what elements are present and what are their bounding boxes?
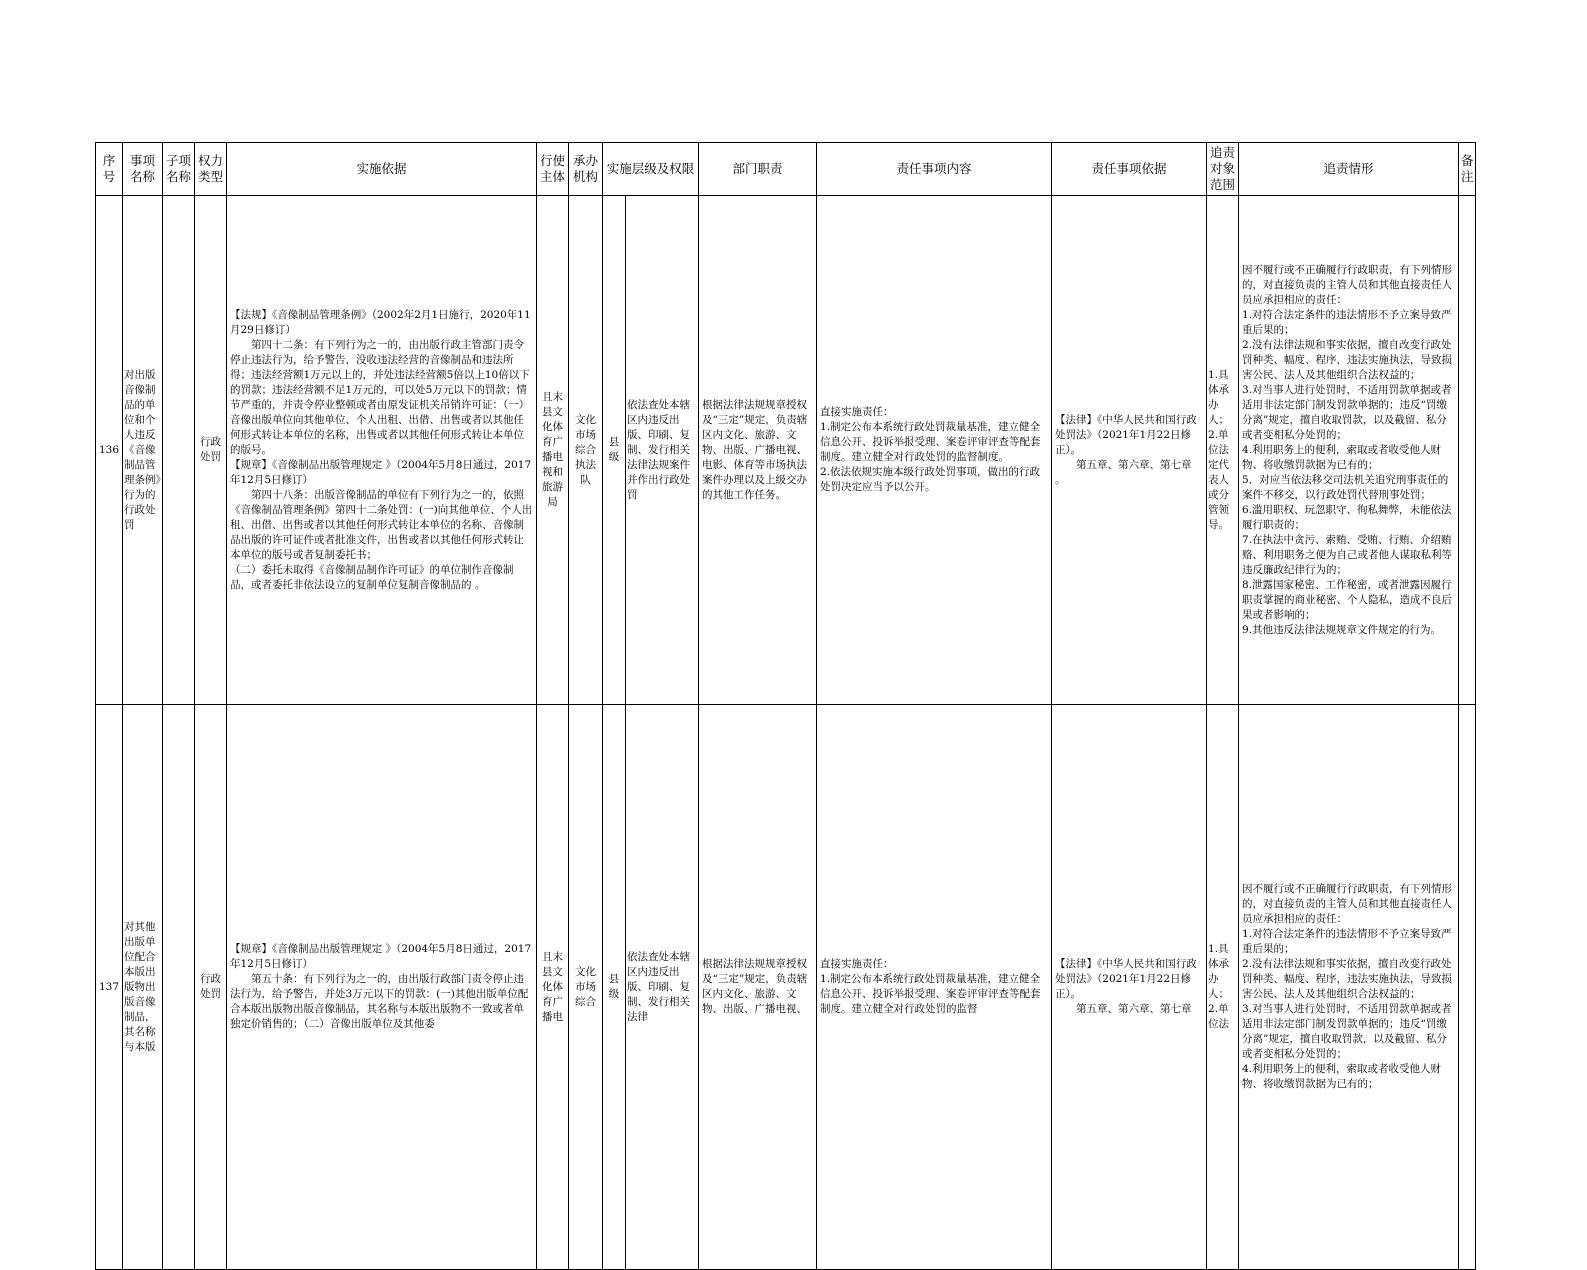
row-power-type: 行政处罚 bbox=[195, 196, 227, 705]
basis-line: 【规章】《音像制品出版管理规定 》（2004年5月8日通过，2017年12月5日修订） bbox=[230, 943, 532, 970]
row-seq: 137 bbox=[96, 705, 123, 1270]
row-circumstances: 因不履行或不正确履行行政职责，有下列情形的，对直接负责的主管人员和其他直接责任人员应承担相应的责任： 1.对符合法定条件的违法情形不予立案导致严重后果的； 2.没有法律法规和事实依据，擅自改变行政处罚种类、幅度、程序，违法实施执法，导致损害公民、法人及其他组织合法权益的； 3.对当事人进行处罚时，不适用罚款单据或者适用非法定部门制发罚款单据的；违反“罚缴分离”规定，擅自收取罚款，以及截留、私分或者变相私分处罚的； 4.利用职务上的便利，索取或者收受他人财物、将收缴罚款据为已有的； 5．对应当依法移交司法机关追究刑事责任的案件不移交，以行政处罚代替刑事处罚； 6.滥用职权、玩忽职守、徇私舞弊，未能依法履行职责的； 7.在执法中贪污、索贿、受贿、行贿、介绍贿赂、利用职务之便为自己或者他人谋取私利等违反廉政纪律行为的； 8.泄露国家秘密、工作秘密，或者泄露因履行职责掌握的商业秘密、个人隐私，造成不良后果或者影响的； 9.其他违反法律法规规章文件规定的行为。 bbox=[1239, 196, 1459, 705]
table-row bbox=[96, 705, 1476, 1270]
row-basis bbox=[227, 705, 537, 1270]
row-organ: 文化市场综合 bbox=[569, 705, 603, 1270]
table-row bbox=[96, 196, 1476, 705]
header-basis: 实施依据 bbox=[227, 143, 537, 196]
header-resp-basis: 责任事项依据 bbox=[1052, 143, 1207, 196]
header-power-type: 权力类型 bbox=[195, 143, 227, 196]
header-item-name: 事项名称 bbox=[123, 143, 163, 196]
row-sub-item bbox=[163, 196, 195, 705]
row-level: 县级 bbox=[603, 196, 626, 705]
row-scope: 1.具体承办人； 2.单位法 bbox=[1207, 705, 1239, 1270]
row-scope: 1.具体承办人； 2.单位法定代表人或分管领导。 bbox=[1207, 196, 1239, 705]
header-resp-content: 责任事项内容 bbox=[817, 143, 1052, 196]
row-resp-content: 直接实施责任： 1.制定公布本系统行政处罚裁量基准，建立健全信息公开、投诉举报受理、案卷评审评查等配套制度。建立健全对行政处罚的监督 bbox=[817, 705, 1052, 1270]
header-subject: 行使主体 bbox=[537, 143, 569, 196]
header-remark: 备注 bbox=[1459, 143, 1476, 196]
header-seq: 序号 bbox=[96, 143, 123, 196]
basis-line: 第四十二条：有下列行为之一的，由出版行政主管部门责令停止违法行为，给予警告，没收违法经营的音像制品和违法所得；违法经营额1万元以上的，并处违法经营额5倍以上10倍以下的罚款；违法经营额不足1万元的，可以处5万元以下的罚款；情节严重的，并责令停业整顿或者由原发证机关吊销许可证：（一）音像出版单位向其他单位、个人出租、出借、出售或者以其他任何形式转让本单位的名称，出售或者以其他任何形式转让本单位的版号。 bbox=[230, 338, 530, 456]
row-resp-basis: 【法律】《中华人民共和国行政处罚法》（2021年1月22日修正）。 第五章、第六章、第七章 。 bbox=[1052, 196, 1207, 705]
row-remark bbox=[1459, 196, 1476, 705]
table-viewport bbox=[95, 142, 1475, 1090]
row-power-type: 行政处罚 bbox=[195, 705, 227, 1270]
basis-line: 第五十条：有下列行为之一的，由出版行政部门责令停止违法行为，给予警告，并处3万元以下的罚款：(一)其他出版单位配合本版出版物出版音像制品，其名称与本版出版物不一致或者单独定价销售的；（二）音像出版单位及其他委 bbox=[230, 973, 529, 1030]
row-resp-content: 直接实施责任： 1.制定公布本系统行政处罚裁量基准，建立健全信息公开、投诉举报受理、案卷评审评查等配套制度。建立健全对行政处罚的监督制度。 2.依法依规实施本级行政处罚事项，做出的行政处罚决定应当予以公开。 bbox=[817, 196, 1052, 705]
header-sub-item: 子项名称 bbox=[163, 143, 195, 196]
row-item-name: 对出版音像制品的单位和个人违反《音像制品管理条例》行为的行政处罚 bbox=[123, 196, 163, 705]
row-resp-basis: 【法律】《中华人民共和国行政处罚法》（2021年1月22日修正）。 第五章、第六章、第七章 bbox=[1052, 705, 1207, 1270]
header-organ: 承办机构 bbox=[569, 143, 603, 196]
header-scope: 追责对象范围 bbox=[1207, 143, 1239, 196]
basis-line: 【规章】《音像制品出版管理规定 》（2004年5月8日通过，2017年12月5日修订） bbox=[230, 458, 532, 486]
row-basis bbox=[227, 196, 537, 705]
row-level: 县级 bbox=[603, 705, 626, 1270]
row-circumstances: 因不履行或不正确履行行政职责，有下列情形的，对直接负责的主管人员和其他直接责任人员应承担相应的责任： 1.对符合法定条件的违法情形不予立案导致严重后果的； 2.没有法律法规和事实依据，擅自改变行政处罚种类、幅度、程序，违法实施执法，导致损害公民、法人及其他组织合法权益的； 3.对当事人进行处罚时，不适用罚款单据或者适用非法定部门制发罚款单据的；违反“罚缴分离”规定，擅自收取罚款，以及截留、私分或者变相私分处罚的； 4.利用职务上的便利，索取或者收受他人财物、将收缴罚款据为已有的； bbox=[1239, 705, 1459, 1270]
row-duty: 根据法律法规规章授权及“三定”规定，负责辖区内文化、旅游、文物、出版、广播电视、电影、体育等市场执法案件办理以及上级交办的其他工作任务。 bbox=[699, 196, 817, 705]
header-circumstances: 追责情形 bbox=[1239, 143, 1459, 196]
row-level-detail: 依法查处本辖区内违反出版、印刷、复制、发行相关法律法规案件并作出行政处罚 bbox=[626, 196, 699, 705]
header-level: 实施层级及权限 bbox=[603, 143, 699, 196]
basis-line: （二）委托未取得《音像制品制作许可证》的单位制作音像制品，或者委托非依法设立的复制单位复制音像制品的 。 bbox=[230, 563, 514, 591]
row-sub-item bbox=[163, 705, 195, 1270]
row-level-detail: 依法查处本辖区内违反出版、印刷、复制、发行相关法律 bbox=[626, 705, 699, 1270]
basis-line: 第四十八条：出版音像制品的单位有下列行为之一的，依照《音像制品管理条例》第四十二条处罚：(一)向其他单位、个人出租、出借、出售或者以其他任何形式转让本单位的名称、音像制品出版的许可证件或者批准文件，出售或者以其他任何形式转让本单位的版号或者复制委托书； bbox=[230, 488, 533, 561]
row-seq: 136 bbox=[96, 196, 123, 705]
header-duty: 部门职责 bbox=[699, 143, 817, 196]
table-header-row bbox=[96, 143, 1476, 196]
row-duty: 根据法律法规规章授权及“三定”规定，负责辖区内文化、旅游、文物、出版、广播电视、 bbox=[699, 705, 817, 1270]
basis-line: 【法规】《音像制品管理条例》（2002年2月1日施行，2020年11月29日修订） bbox=[230, 308, 531, 336]
row-subject: 且末县文化体育广播电 bbox=[537, 705, 569, 1270]
row-organ: 文化市场综合执法队 bbox=[569, 196, 603, 705]
row-item-name: 对其他出版单位配合本版出版物出版音像制品，其名称与本版 bbox=[123, 705, 163, 1270]
row-remark bbox=[1459, 705, 1476, 1270]
row-subject: 且末县文化体育广播电视和旅游局 bbox=[537, 196, 569, 705]
power-list-table bbox=[95, 142, 1476, 1270]
